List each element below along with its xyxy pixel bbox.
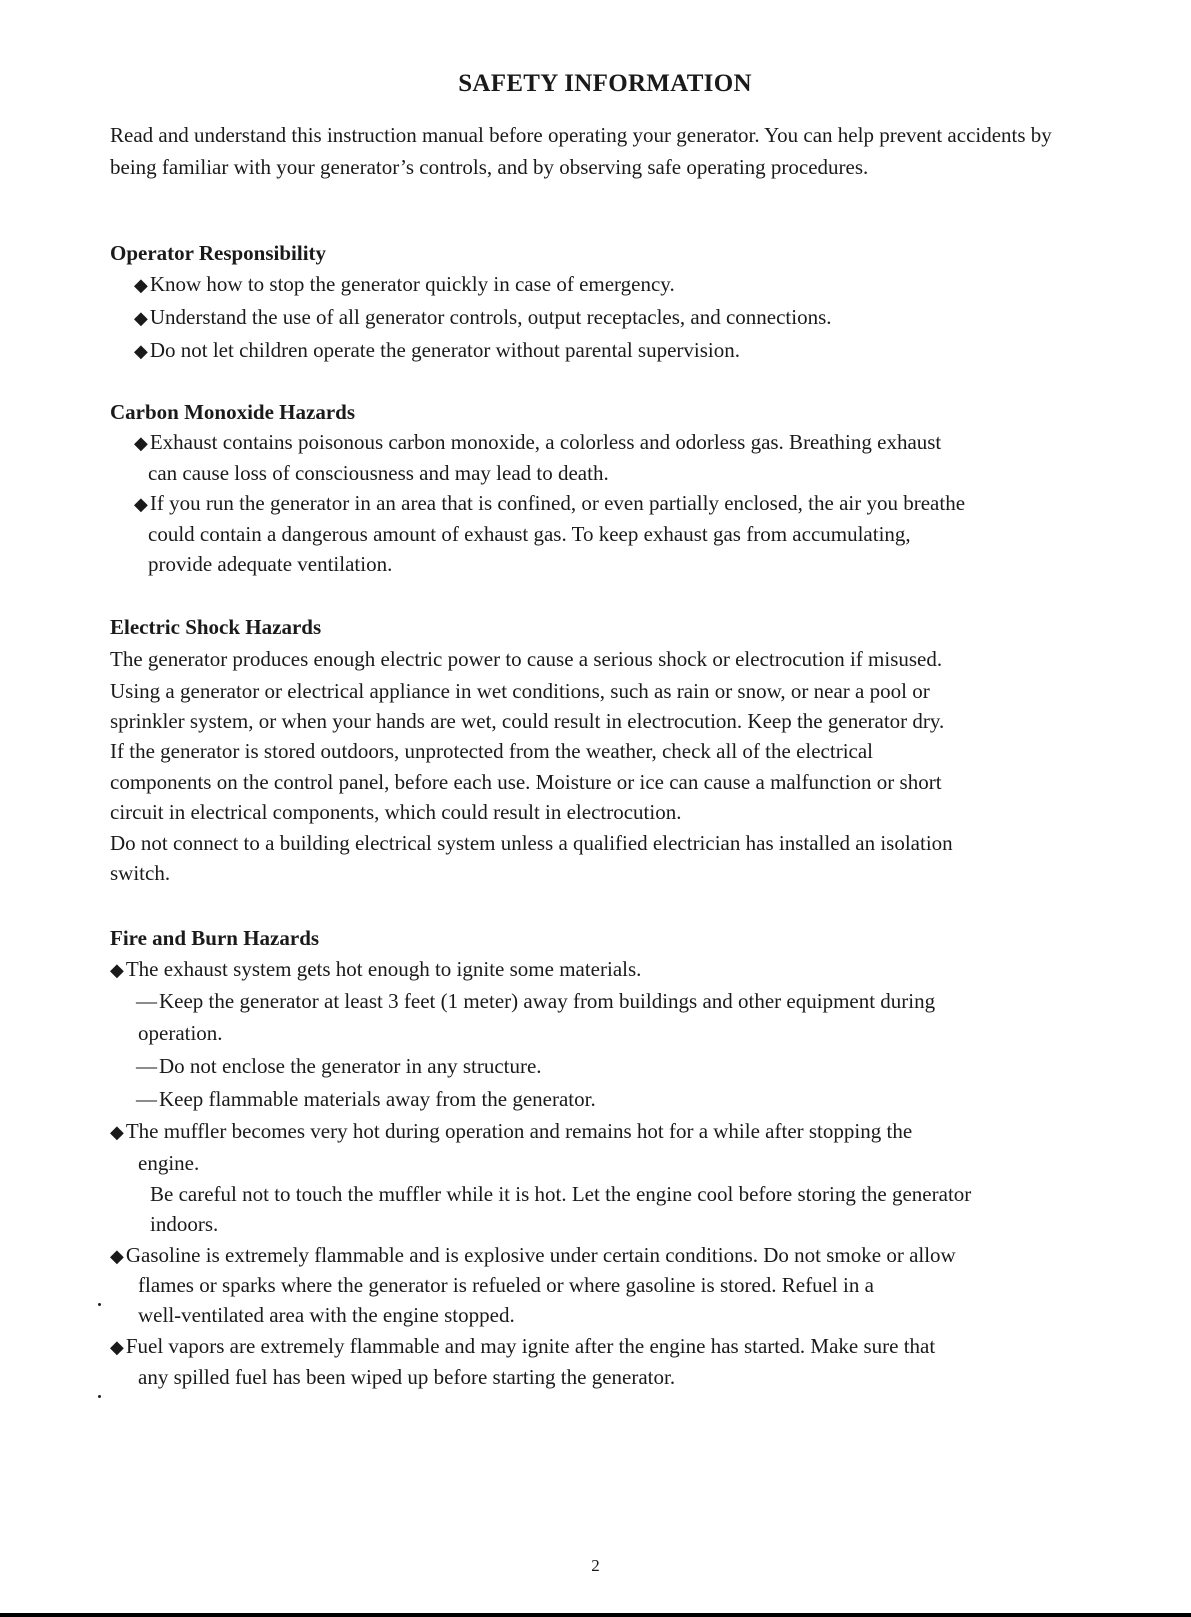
fire-dash-2: —Do not enclose the generator in any structure. xyxy=(136,1054,542,1078)
carbon-item-1: ◆Exhaust contains poisonous carbon monoxide, a colorless and odorless gas. Breathing exhaust xyxy=(134,430,942,454)
fire-bullet-3-cont: flames or sparks where the generator is refueled or where gasoline is stored. Refuel in a xyxy=(138,1273,874,1297)
diamond-bullet-icon: ◆ xyxy=(134,433,148,453)
carbon-item-2-cont: provide adequate ventilation. xyxy=(148,552,393,576)
fire-bullet-4: ◆Fuel vapors are extremely flammable and may ignite after the engine has started. Make sure that xyxy=(110,1334,936,1358)
diamond-bullet-icon: ◆ xyxy=(134,308,148,328)
diamond-bullet-icon: ◆ xyxy=(134,494,148,514)
fire-heading: Fire and Burn Hazards xyxy=(110,926,320,950)
carbon-item-1-cont: can cause loss of consciousness and may lead to death. xyxy=(148,461,609,485)
diamond-bullet-icon: ◆ xyxy=(110,1246,124,1266)
electric-line: If the generator is stored outdoors, unprotected from the weather, check all of the electrical xyxy=(110,739,874,763)
diamond-bullet-icon: ◆ xyxy=(110,1122,124,1142)
fire-dash-3: —Keep flammable materials away from the generator. xyxy=(136,1087,596,1111)
electric-line: sprinkler system, or when your hands are wet, could result in electrocution. Keep the generator dry. xyxy=(110,709,945,733)
electric-line: components on the control panel, before each use. Moisture or ice can cause a malfunction or short xyxy=(110,770,942,794)
electric-line: switch. xyxy=(110,861,171,885)
carbon-item-2: ◆If you run the generator in an area that is confined, or even partially enclosed, the air you breathe xyxy=(134,491,966,515)
fire-bullet-2-cont: engine. xyxy=(138,1151,200,1175)
document-page xyxy=(110,0,1100,1617)
stray-dot-mark xyxy=(98,1395,101,1398)
stray-dot-mark xyxy=(98,1303,101,1306)
fire-bullet-3: ◆Gasoline is extremely flammable and is explosive under certain conditions. Do not smoke or allow xyxy=(110,1243,956,1267)
fire-dash-1-cont: operation. xyxy=(138,1021,223,1045)
diamond-bullet-icon: ◆ xyxy=(134,341,148,361)
operator-item-3: ◆Do not let children operate the generator without parental supervision. xyxy=(134,338,740,362)
diamond-bullet-icon: ◆ xyxy=(110,960,124,980)
fire-bullet-3-cont: well-ventilated area with the engine stopped. xyxy=(138,1303,515,1327)
page-title: SAFETY INFORMATION xyxy=(458,70,752,97)
operator-item-1: ◆Know how to stop the generator quickly in case of emergency. xyxy=(134,272,675,296)
electric-line: Do not connect to a building electrical system unless a qualified electrician has installed an isolation xyxy=(110,831,953,855)
intro-paragraph: Read and understand this instruction manual before operating your generator. You can help prevent accidents by being familiar with your generator’s controls, and by observing safe operating procedures. xyxy=(110,123,1052,179)
fire-bullet-4-cont: any spilled fuel has been wiped up before starting the generator. xyxy=(138,1365,676,1389)
electric-line: circuit in electrical components, which could result in electrocution. xyxy=(110,800,682,824)
diamond-bullet-icon: ◆ xyxy=(134,275,148,295)
fire-bullet-1: ◆The exhaust system gets hot enough to ignite some materials. xyxy=(110,957,642,981)
page-number: 2 xyxy=(591,1556,600,1575)
electric-heading: Electric Shock Hazards xyxy=(110,615,322,639)
operator-heading: Operator Responsibility xyxy=(110,241,327,265)
electric-line: The generator produces enough electric power to cause a serious shock or electrocution if misused. xyxy=(110,647,943,671)
fire-note-cont: indoors. xyxy=(150,1212,219,1236)
dash-bullet-icon: — xyxy=(136,989,157,1013)
carbon-item-2-cont: could contain a dangerous amount of exhaust gas. To keep exhaust gas from accumulating, xyxy=(148,522,911,546)
dash-bullet-icon: — xyxy=(136,1087,157,1111)
dash-bullet-icon: — xyxy=(136,1054,157,1078)
electric-line: Using a generator or electrical appliance in wet conditions, such as rain or snow, or near a pool or xyxy=(110,679,930,703)
fire-dash-1: —Keep the generator at least 3 feet (1 meter) away from buildings and other equipment during xyxy=(136,989,936,1013)
diamond-bullet-icon: ◆ xyxy=(110,1337,124,1357)
carbon-heading: Carbon Monoxide Hazards xyxy=(110,400,356,424)
bottom-border xyxy=(0,1613,1191,1617)
fire-bullet-2: ◆The muffler becomes very hot during operation and remains hot for a while after stopping the xyxy=(110,1119,913,1143)
fire-note: Be careful not to touch the muffler while it is hot. Let the engine cool before storing the generator xyxy=(150,1182,972,1206)
operator-item-2: ◆Understand the use of all generator controls, output receptacles, and connections. xyxy=(134,305,832,329)
